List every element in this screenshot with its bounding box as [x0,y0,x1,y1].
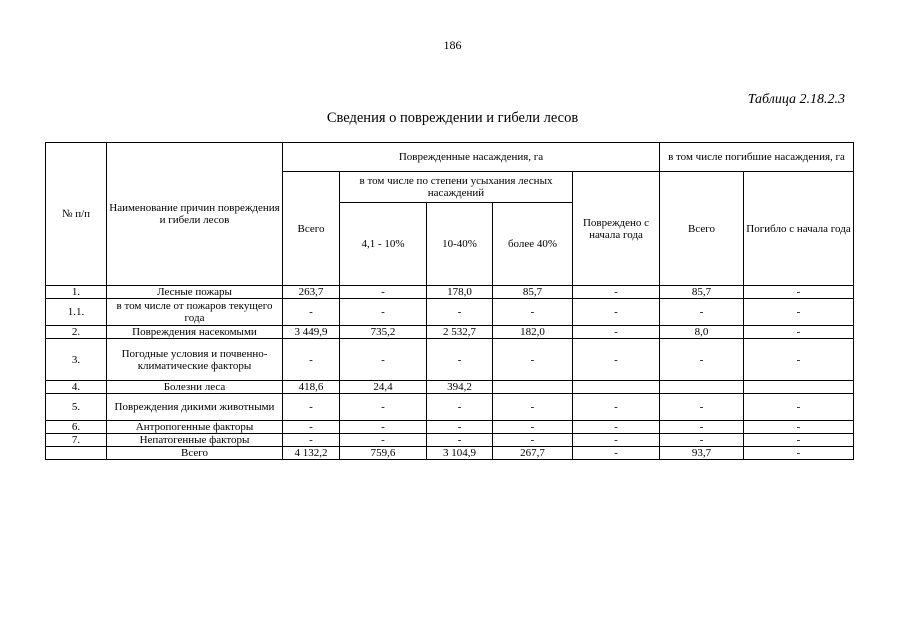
cell-drying-low: - [340,421,427,434]
row-name: в том числе от пожаров текущего года [107,299,283,326]
row-number: 1. [46,286,107,299]
damage-table [45,142,854,460]
table-row [46,286,854,299]
cell-dead-since-year: - [744,447,854,460]
cell-dead-total [660,381,744,394]
table-row [46,326,854,339]
cell-dead-total: - [660,434,744,447]
row-number: 5. [46,394,107,421]
cell-total: - [283,339,340,381]
cell-damaged-since-year: - [573,339,660,381]
cell-dead-since-year [744,381,854,394]
header-damaged-group: Поврежденные насаждения, га [283,143,660,172]
cell-dead-total: 8,0 [660,326,744,339]
cell-drying-high: - [493,394,573,421]
row-name: Антропогенные факторы [107,421,283,434]
row-number: 6. [46,421,107,434]
cell-dead-total: - [660,394,744,421]
row-name: Всего [107,447,283,460]
cell-drying-high: - [493,299,573,326]
header-dead-since-year: Погибло с начала года [744,172,854,286]
cell-total: 263,7 [283,286,340,299]
cell-drying-mid: 2 532,7 [427,326,493,339]
cell-drying-high: 85,7 [493,286,573,299]
cell-dead-since-year: - [744,394,854,421]
cell-total: 3 449,9 [283,326,340,339]
cell-total: 418,6 [283,381,340,394]
header-since-year-damaged: Повреждено с начала года [573,172,660,286]
cell-total: - [283,299,340,326]
cell-drying-mid: 394,2 [427,381,493,394]
cell-drying-mid: 178,0 [427,286,493,299]
cell-drying-mid: 3 104,9 [427,447,493,460]
cell-drying-low: - [340,394,427,421]
cell-dead-since-year: - [744,339,854,381]
header-drying-group: в том числе по степени усыхания лесных насаждений [340,172,573,203]
cell-drying-low: 24,4 [340,381,427,394]
cell-damaged-since-year: - [573,434,660,447]
cell-drying-low: - [340,299,427,326]
cell-dead-since-year: - [744,326,854,339]
cell-drying-high [493,381,573,394]
cell-drying-mid: - [427,299,493,326]
cell-drying-low: 735,2 [340,326,427,339]
cell-damaged-since-year: - [573,447,660,460]
cell-damaged-since-year: - [573,326,660,339]
row-name: Повреждения дикими животными [107,394,283,421]
row-number: 7. [46,434,107,447]
cell-total: - [283,394,340,421]
cell-drying-mid: - [427,434,493,447]
row-number: 1.1. [46,299,107,326]
cell-damaged-since-year: - [573,286,660,299]
cell-drying-high: - [493,434,573,447]
row-name: Лесные пожары [107,286,283,299]
cell-dead-total: - [660,339,744,381]
cell-total: 4 132,2 [283,447,340,460]
header-name: Наименование причин повреждения и гибели лесов [107,143,283,286]
cell-drying-mid: - [427,339,493,381]
cell-dead-since-year: - [744,286,854,299]
header-drying-low: 4,1 - 10% [340,203,427,286]
row-number: 4. [46,381,107,394]
table-row [46,381,854,394]
row-name: Непатогенные факторы [107,434,283,447]
header-num: № п/п [46,143,107,286]
table-row [46,339,854,381]
row-number [46,447,107,460]
cell-drying-low: - [340,434,427,447]
cell-drying-low: 759,6 [340,447,427,460]
header-total: Всего [283,172,340,286]
table-body [46,286,854,460]
table-row [46,447,854,460]
table-header [46,143,854,286]
table-label: Таблица 2.18.2.3 [747,92,845,107]
cell-dead-total: 93,7 [660,447,744,460]
cell-dead-since-year: - [744,434,854,447]
cell-drying-low: - [340,286,427,299]
cell-drying-mid: - [427,421,493,434]
cell-dead-since-year: - [744,421,854,434]
cell-dead-since-year: - [744,299,854,326]
row-name: Погодные условия и почвенно-климатические факторы [107,339,283,381]
cell-dead-total: 85,7 [660,286,744,299]
cell-damaged-since-year: - [573,394,660,421]
cell-damaged-since-year [573,381,660,394]
row-number: 3. [46,339,107,381]
cell-damaged-since-year: - [573,299,660,326]
cell-drying-low: - [340,339,427,381]
document-title: Сведения о повреждении и гибели лесов [326,110,579,126]
cell-drying-high: 182,0 [493,326,573,339]
page-number: 186 [443,38,462,52]
cell-total: - [283,434,340,447]
row-name: Болезни леса [107,381,283,394]
cell-drying-high: 267,7 [493,447,573,460]
cell-drying-mid: - [427,394,493,421]
table-row [46,299,854,326]
cell-drying-high: - [493,421,573,434]
cell-damaged-since-year: - [573,421,660,434]
header-dead-total: Всего [660,172,744,286]
table-row [46,394,854,421]
row-number: 2. [46,326,107,339]
cell-dead-total: - [660,421,744,434]
table-row [46,421,854,434]
cell-drying-high: - [493,339,573,381]
table-row [46,434,854,447]
row-name: Повреждения насекомыми [107,326,283,339]
cell-dead-total: - [660,299,744,326]
header-drying-high: более 40% [493,203,573,286]
cell-total: - [283,421,340,434]
header-dead-group: в том числе погибшие насаждения, га [660,143,854,172]
header-drying-mid: 10-40% [427,203,493,286]
